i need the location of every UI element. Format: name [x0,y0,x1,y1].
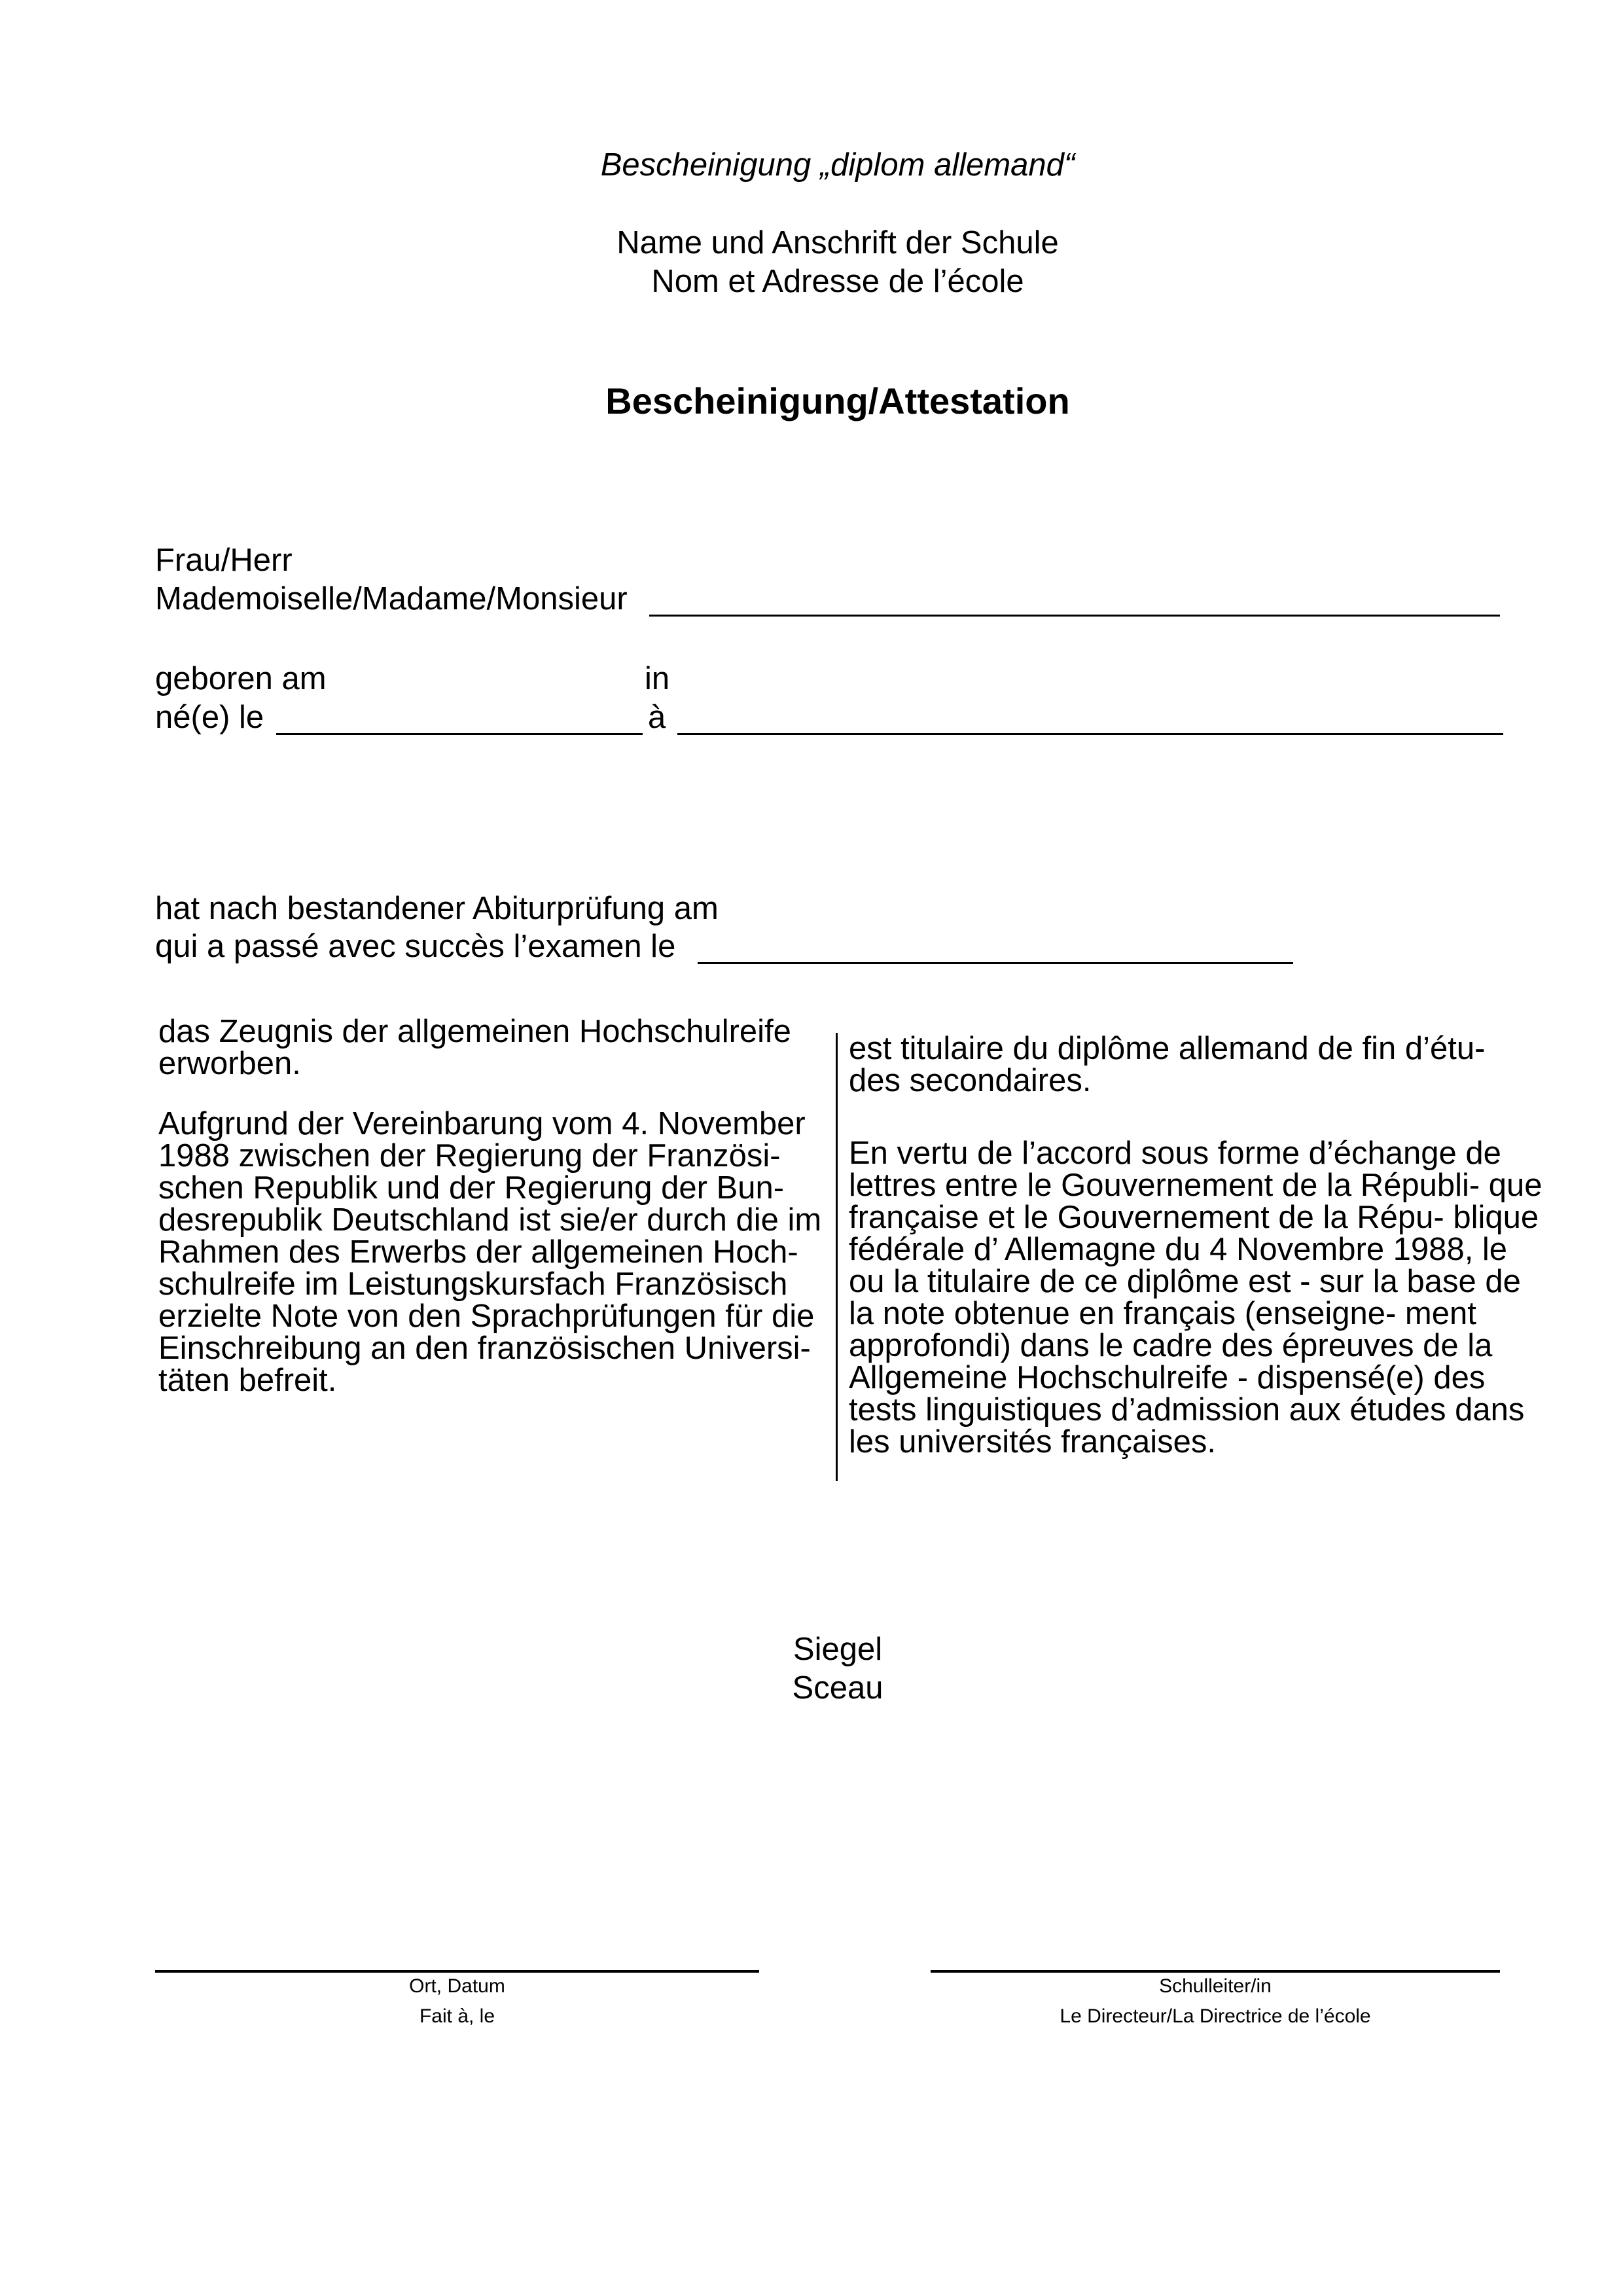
document-subtitle: Bescheinigung „diplom allemand“ [600,147,1075,183]
french-paragraph-1: est titulaire du diplôme allemand de fin d’étu- des secondaires. [849,1031,1486,1098]
seal-label-fr: Sceau [792,1670,883,1706]
school-name-label-fr: Nom et Adresse de l’école [651,264,1024,299]
birth-place-label-de: in [645,661,670,696]
principal-label-de: Schulleiter/in [1159,1975,1272,1997]
french-paragraph-2: En vertu de l’accord sous forme d’échange de lettres entre le Gouvernement de la Républi- que française et le Gouvernement de la Répu- blique fédérale d’ Allemagne du 4 Novembre 1988, le ou la titulaire de ce diplôme est - sur la base de la note obtenue en français (enseigne- ment approfondi) dans le cadre des épreuves de la Allgemeine Hochschulreife - dispensé(e) des tests linguistiques d’admission aux études dans les universités françaises. [849,1136,1543,1460]
birth-place-label-fr: à [648,700,666,735]
place-date-label-fr: Fait à, le [419,2005,495,2027]
french-text-column [849,1033,1543,1458]
place-date-label-de: Ort, Datum [409,1975,505,1997]
principal-label-fr: Le Directeur/La Directrice de l’école [1060,2005,1371,2027]
document-title: Bescheinigung/Attestation [605,380,1070,422]
birth-date-label-fr: né(e) le [155,700,264,735]
german-text-column [158,1016,839,1397]
german-paragraph-2: Aufgrund der Vereinbarung vom 4. November 1988 zwischen der Regierung der Französi- schen Republik und der Regierung der Bun- desrepublik Deutschland ist sie/er durch die im Rahmen des Erwerbs der allgemeinen Hoch- schulreife im Leistungskursfach Französisch erzielte Note von den Sprachprüfungen für die Einschreibung an den französischen Universi- täten befreit. [158,1106,822,1398]
person-label-fr: Mademoiselle/Madame/Monsieur [155,581,628,617]
person-name-field[interactable] [649,615,1500,617]
birth-date-field[interactable] [276,733,643,735]
exam-label-fr: qui a passé avec succès l’examen le [155,929,676,964]
birth-date-label-de: geboren am [155,661,327,696]
seal-label-de: Siegel [793,1632,883,1667]
birth-place-field[interactable] [677,733,1503,735]
exam-label-de: hat nach bestandener Abiturprüfung am [155,891,719,926]
school-name-label-de: Name und Anschrift der Schule [616,225,1059,260]
column-divider [836,1033,838,1481]
person-label-de: Frau/Herr [155,543,293,578]
exam-date-field[interactable] [698,962,1293,964]
german-paragraph-1: das Zeugnis der allgemeinen Hochschulreife erworben. [158,1014,791,1081]
